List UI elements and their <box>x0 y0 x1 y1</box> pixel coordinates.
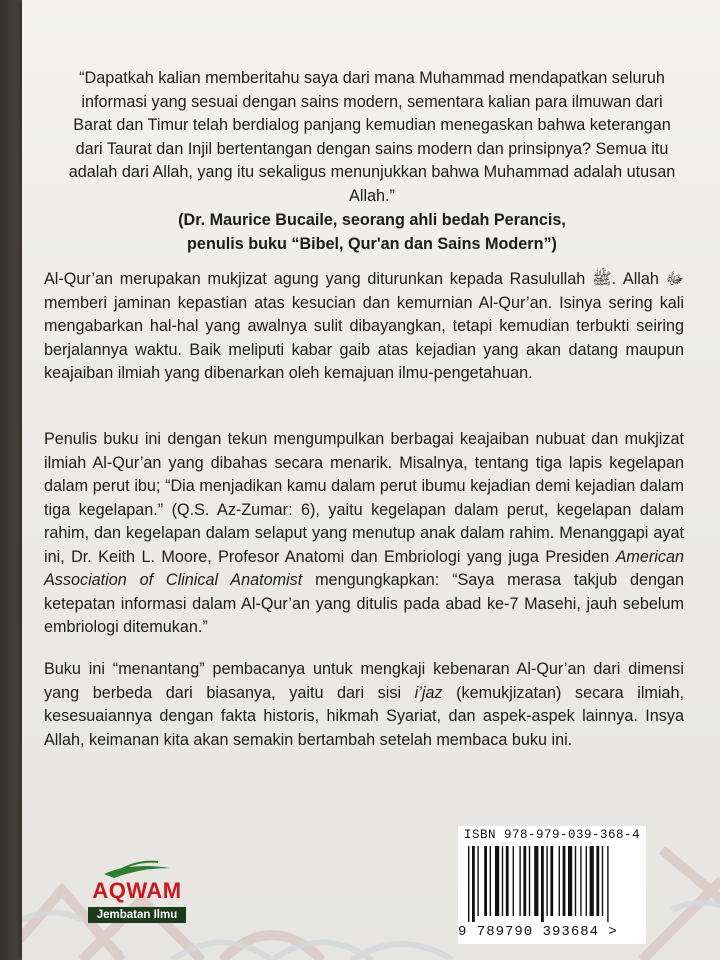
leaf-icon <box>100 858 174 880</box>
barcode-bar <box>506 846 509 916</box>
barcode-bar <box>484 846 487 916</box>
barcode-bar <box>546 846 547 916</box>
barcode-bar <box>523 846 526 916</box>
barcode-bar <box>502 846 503 916</box>
paragraph-text: mengungkapkan: “Saya merasa takjub dengan ketepatan informasi dalam Al-Qur’an yang ditulis pada abad ke-7 Masehi, jauh sebelum embriologi ditemukan.” <box>44 571 684 636</box>
barcode-bar <box>519 846 520 916</box>
barcode-bar <box>513 846 514 916</box>
barcode-bar <box>541 846 544 922</box>
barcode-bar <box>580 846 581 916</box>
quote-attribution-line-1: (Dr. Maurice Bucaile, seorang ahli bedah Perancis, <box>178 211 566 229</box>
barcode-bar <box>568 846 572 916</box>
barcode-bar <box>559 846 560 916</box>
quote-attribution-line-2: penulis buku “Bibel, Qur'an dan Sains Modern”) <box>187 235 557 253</box>
barcode-bar <box>550 846 553 916</box>
publisher-tagline: Jembatan Ilmu <box>88 907 186 923</box>
paragraph-italic-text: i’jaz <box>414 683 443 702</box>
barcode-digits: 9 789790 393684 > <box>458 924 618 940</box>
paragraph-intro: Al-Qur’an merupakan mukjizat agung yang diturunkan kepada Rasulullah ﷺ. Allah ﷻ memberi jaminan kepastian atas kesucian dan kemurnian Al-Qur’an. Isinya sering kali mengabarkan hal-hal yang awalnya sulit dibayangkan, tetapi kemudian terbukti seiring berjalannya waktu. Baik meliputi kabar gaib atas kejadian yang akan datang maupun keajaiban ilmiah yang dibenarkan oleh kemajuan ilmu-pengetahuan. <box>44 270 684 382</box>
barcode-bar <box>590 846 594 916</box>
barcode-bar <box>468 846 469 922</box>
paragraph-text: Penulis buku ini dengan tekun mengumpulkan berbagai keajaiban nubuat dan mukjizat ilmiah Al-Qur’an yang dibahas secara menarik. Misalnya, tentang tiga lapis kegelapan dalam perut ibu; “Dia menjadikan kamu dalam perut ibumu kejadian demi kejadian dalam tiga kegelapan.” (Q.S. Az-Zumar: 6), yaitu kegelapan dalam perut, kegelapan dalam rahim, dan kegelapan dalam selaput yang menutup anak dalam rahim. Menanggapi ayat ini, Dr. Keith L. Moore, Profesor Anatomi dan Embriologi yang juga Presiden <box>44 430 684 566</box>
barcode-bar <box>495 846 499 916</box>
barcode-bar <box>586 846 587 916</box>
quote-block <box>66 67 678 256</box>
barcode-bar <box>477 846 478 916</box>
paragraph-italic-text: American Association of Clinical Anatomist <box>44 547 684 589</box>
barcode-bar <box>575 846 576 916</box>
barcode-bar <box>596 846 599 916</box>
isbn-label: ISBN 978-979-039-368-4 <box>464 828 641 842</box>
barcode-bar <box>563 846 566 916</box>
publisher-name: AQWAM <box>92 878 182 903</box>
barcode-bar <box>490 846 491 916</box>
barcode-bar <box>529 846 530 916</box>
quote-text: “Dapatkah kalian memberitahu saya dari mana Muhammad mendapatkan seluruh informasi yang sesuai dengan sains modern, sementara kalian para ilmuwan dari Barat dan Timur telah berdialog panjang kemudian menegaskan bahwa keterangan dari Taurat dan Injil bertentangan dengan sains modern dan prinsipnya? Semua itu adalah dari Allah, yang itu sekaligus menunjukkan bahwa Muhammad adalah utusan Allah.” <box>68 69 676 205</box>
barcode-bar <box>534 846 538 916</box>
paragraph-closing <box>44 658 684 752</box>
paragraph-text: (kemukjizatan) secara ilmiah, kesesuaiannya dengan fakta historis, hikmah Syariat, dan aspek-aspek lainnya. Insya Allah, keimanan kita akan semakin bertambah setelah membaca buku ini. <box>44 683 684 749</box>
barcode <box>466 846 638 922</box>
isbn-barcode-block <box>458 826 646 944</box>
barcode-bar <box>602 846 603 916</box>
paragraph-text: Buku ini “menantang” pembacanya untuk mengkaji kebenaran Al-Qur’an dari dimensi yang berbeda dari biasanya, yaitu dari sisi <box>44 660 684 702</box>
barcode-bar <box>607 846 608 922</box>
paragraph-author-summary <box>44 428 684 640</box>
publisher-logo <box>78 858 198 928</box>
barcode-bar <box>472 846 475 922</box>
